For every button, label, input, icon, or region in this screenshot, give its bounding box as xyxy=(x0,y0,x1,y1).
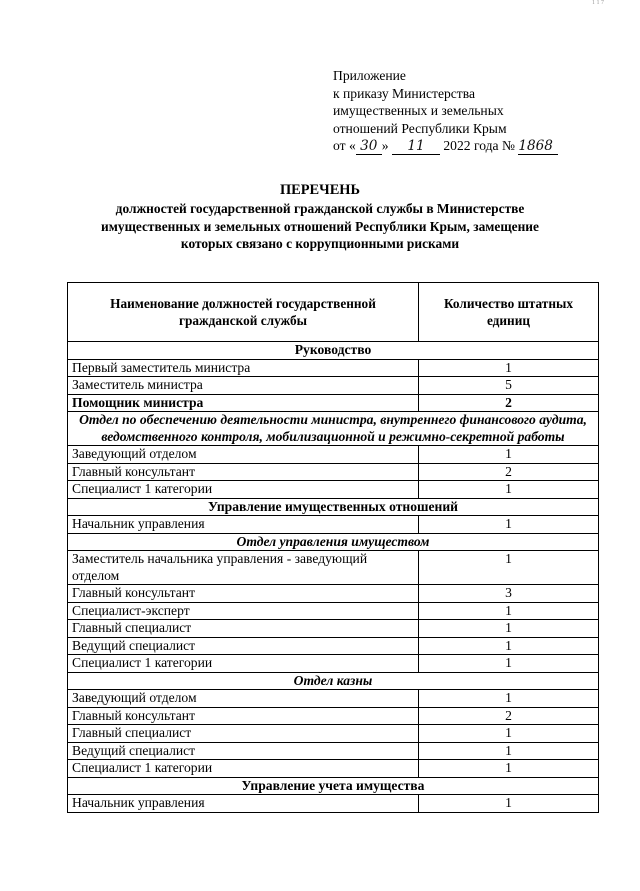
staff-count-cell: 2 xyxy=(419,707,599,725)
position-name-cell: Главный консультант xyxy=(68,585,419,603)
position-name-cell: Заведующий отделом xyxy=(68,446,419,464)
positions-table xyxy=(67,282,599,813)
table-row xyxy=(68,481,599,499)
position-name-cell: Заведующий отделом xyxy=(68,690,419,708)
position-name-cell: Помощник министра xyxy=(68,394,419,412)
page-corner-mark: 1 1 7 xyxy=(592,0,604,6)
table-row xyxy=(68,620,599,638)
section-title: Управление имущественных отношений xyxy=(68,498,599,516)
table-header-row xyxy=(68,283,599,342)
staff-count-cell: 1 xyxy=(419,690,599,708)
subsection-title: Отдел казны xyxy=(68,672,599,690)
position-name-cell: Начальник управления xyxy=(68,516,419,534)
position-name-cell: Главный специалист xyxy=(68,725,419,743)
section-header-row xyxy=(68,342,599,360)
position-name-cell: Первый заместитель министра xyxy=(68,359,419,377)
staff-count-cell: 1 xyxy=(419,620,599,638)
staff-count-cell: 1 xyxy=(419,760,599,778)
document-title xyxy=(60,181,580,253)
section-header-row xyxy=(68,777,599,795)
subsection-title: Отдел по обеспечению деятельности министра, внутреннего финансового аудита, ведомственного контроля, мобилизационной и режимно-секретной работы xyxy=(68,412,599,446)
staff-count-cell: 1 xyxy=(419,637,599,655)
table-row xyxy=(68,707,599,725)
table-row xyxy=(68,742,599,760)
table-row xyxy=(68,377,599,395)
handwritten-order-number: 1868 xyxy=(518,139,558,155)
staff-count-cell: 1 xyxy=(419,446,599,464)
position-name-cell: Специалист 1 категории xyxy=(68,655,419,673)
title-line: должностей государственной гражданской службы в Министерстве xyxy=(115,201,525,216)
appendix-line: к приказу Министерства xyxy=(333,85,476,101)
subsection-title: Отдел управления имуществом xyxy=(68,533,599,551)
table-row xyxy=(68,760,599,778)
staff-count-cell: 1 xyxy=(419,602,599,620)
table-row xyxy=(68,690,599,708)
handwritten-month: 11 xyxy=(392,139,440,155)
position-name-cell: Специалист-эксперт xyxy=(68,602,419,620)
staff-count-cell: 2 xyxy=(419,394,599,412)
subsection-header-row xyxy=(68,412,599,446)
position-name-cell: Главный специалист xyxy=(68,620,419,638)
position-name-cell: Заместитель начальника управления - заведующий отделом xyxy=(68,551,419,585)
position-name-cell: Специалист 1 категории xyxy=(68,760,419,778)
position-name-cell: Главный консультант xyxy=(68,463,419,481)
title-main: ПЕРЕЧЕНЬ xyxy=(279,182,361,198)
staff-count-cell: 1 xyxy=(419,359,599,377)
staff-count-cell: 1 xyxy=(419,481,599,499)
handwritten-day: 30 xyxy=(356,139,382,155)
staff-count-cell: 1 xyxy=(419,551,599,585)
header-position-name: Наименование должностей государственной гражданской службы xyxy=(68,283,419,342)
appendix-line: Приложение xyxy=(333,68,406,83)
title-line: имущественных и земельных отношений Республики Крым, замещение xyxy=(101,218,539,234)
subsection-header-row xyxy=(68,672,599,690)
year-text: 2022 года № xyxy=(443,138,515,154)
position-name-cell: Специалист 1 категории xyxy=(68,481,419,499)
staff-count-cell: 1 xyxy=(419,795,599,813)
position-name-cell: Главный консультант xyxy=(68,707,419,725)
staff-count-cell: 1 xyxy=(419,725,599,743)
table-row xyxy=(68,359,599,377)
staff-count-cell: 1 xyxy=(419,742,599,760)
position-name-cell: Начальник управления xyxy=(68,795,419,813)
section-title: Управление учета имущества xyxy=(68,777,599,795)
appendix-line: имущественных и земельных xyxy=(333,103,504,119)
date-close-quote: » xyxy=(381,138,389,154)
staff-count-cell: 3 xyxy=(419,585,599,603)
table-row xyxy=(68,551,599,585)
table-row xyxy=(68,516,599,534)
table-row xyxy=(68,795,599,813)
table-row xyxy=(68,655,599,673)
position-name-cell: Заместитель министра xyxy=(68,377,419,395)
table-row xyxy=(68,585,599,603)
staff-count-cell: 5 xyxy=(419,377,599,395)
table-body xyxy=(68,342,599,813)
staff-count-cell: 1 xyxy=(419,516,599,534)
table-row xyxy=(68,394,599,412)
appendix-block xyxy=(333,67,623,155)
staff-count-cell: 2 xyxy=(419,463,599,481)
table-row xyxy=(68,637,599,655)
table-row xyxy=(68,725,599,743)
date-prefix: от « xyxy=(333,138,356,154)
position-name-cell: Ведущий специалист xyxy=(68,742,419,760)
table-row xyxy=(68,602,599,620)
appendix-line: отношений Республики Крым xyxy=(333,120,507,136)
section-title: Руководство xyxy=(68,342,599,360)
section-header-row xyxy=(68,498,599,516)
position-name-cell: Ведущий специалист xyxy=(68,637,419,655)
subsection-header-row xyxy=(68,533,599,551)
staff-count-cell: 1 xyxy=(419,655,599,673)
header-staff-count: Количество штатных единиц xyxy=(419,283,599,342)
appendix-date-line xyxy=(333,137,623,155)
table-row xyxy=(68,463,599,481)
table-row xyxy=(68,446,599,464)
title-line: которых связано с коррупционными рисками xyxy=(180,236,460,251)
